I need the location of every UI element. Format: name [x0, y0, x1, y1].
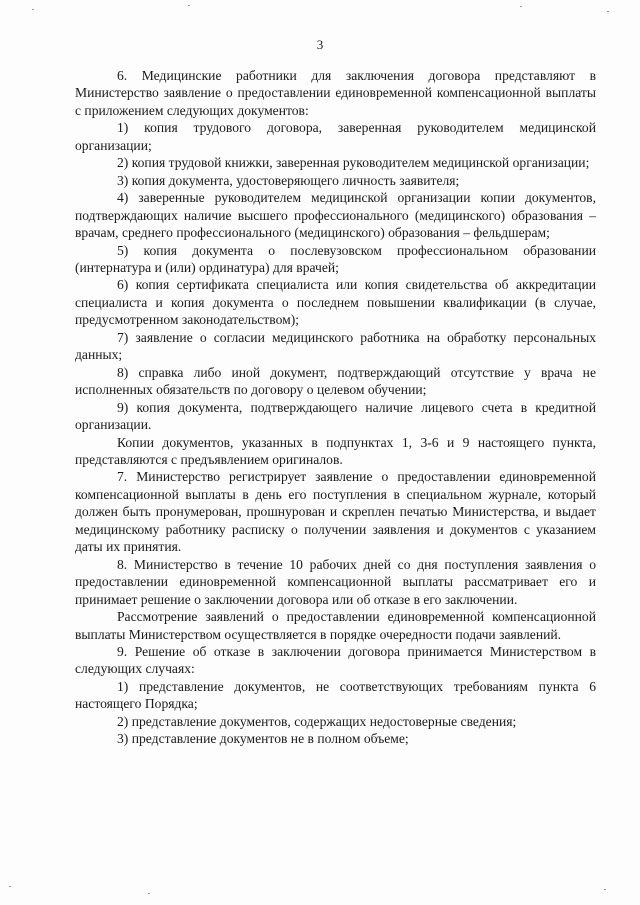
paragraph-personal-data-consent: 7) заявление о согласии медицинского работника на обработку персональных данных; — [75, 329, 596, 363]
paragraph-item-7-registration: 7. Министерство регистрирует заявление о предоставлении единовременной компенсационной выплаты в день его поступления в специальном журнале, который должен быть пронумерован, прошнурован и скреплен печатью Министерства, и выдает медицинскому работнику расписку о получении заявления и документов с указанием даты их принятия. — [75, 469, 596, 555]
scan-speck — [604, 889, 606, 890]
scan-speck — [148, 893, 150, 894]
paragraph-refusal-false-info: 2) представление документов, содержащих недостоверные сведения; — [117, 713, 517, 729]
scan-speck — [607, 11, 609, 12]
paragraph-item-8-review: 8. Министерство в течение 10 рабочих дней со дня поступления заявления о предоставлении единовременной компенсационной выплаты рассматривает его и принимает решение о заключении договора или об отказе в его заключении. — [75, 556, 596, 607]
paragraph-identity-document: 3) копия документа, удостоверяющего личность заявителя; — [117, 172, 460, 188]
paragraph-item-6-intro: 6. Медицинские работники для заключения договора представляют в Министерство заявление о предоставлении единовременной компенсационной выплаты с приложением следующих документов: — [75, 68, 596, 118]
document-body — [75, 67, 596, 748]
paragraph-work-record-book: 2) копия трудовой книжки, заверенная руководителем медицинской организации; — [117, 155, 590, 171]
scan-speck — [520, 6, 522, 7]
paragraph-employment-contract: 1) копия трудового договора, заверенная руководителем медицинской организации; — [75, 120, 596, 153]
page-number: 3 — [316, 37, 324, 52]
paragraph-postgraduate-education: 5) копия документа о послевузовском профессиональном образовании (интернатура и (или) ординатура) для врачей; — [75, 242, 596, 275]
paragraph-refusal-noncompliant: 1) представление документов, не соответствующих требованиям пункта 6 настоящего Порядка; — [75, 678, 596, 712]
paragraph-no-obligations-certificate: 8) справка либо иной документ, подтверждающий отсутствие у врача не исполненных обязательств по договору о целевом обучении; — [75, 364, 596, 398]
paragraph-specialist-certificate: 6) копия сертификата специалиста или копия свидетельства об аккредитации специалиста и копия документа о последнем повышении квалификации (в случае, предусмотренном законодательством); — [75, 277, 596, 328]
scan-speck — [32, 9, 34, 10]
paragraph-refusal-incomplete: 3) представление документов не в полном объеме; — [117, 731, 409, 747]
paragraph-item-9-refusal: 9. Решение об отказе в заключении договора принимается Министерством в следующих случаях: — [75, 643, 596, 677]
scan-speck — [9, 886, 11, 887]
paragraph-copies-with-originals: Копии документов, указанных в подпунктах 1, 3-6 и 9 настоящего пункта, представляются с предъявлением оригиналов. — [75, 434, 596, 467]
scan-speck — [188, 5, 190, 6]
paragraph-education-documents: 4) заверенные руководителем медицинской организации копии документов, подтверждающих наличие высшего профессионального (медицинского) образования – врачам, среднего профессионального (медицинского) образования – фельдшерам; — [75, 190, 596, 241]
paragraph-bank-account: 9) копия документа, подтверждающего наличие лицевого счета в кредитной организации. — [75, 399, 596, 433]
paragraph-review-order: Рассмотрение заявлений о предоставлении единовременной компенсационной выплаты Министерством осуществляется в порядке очередности подачи заявлений. — [75, 609, 596, 642]
